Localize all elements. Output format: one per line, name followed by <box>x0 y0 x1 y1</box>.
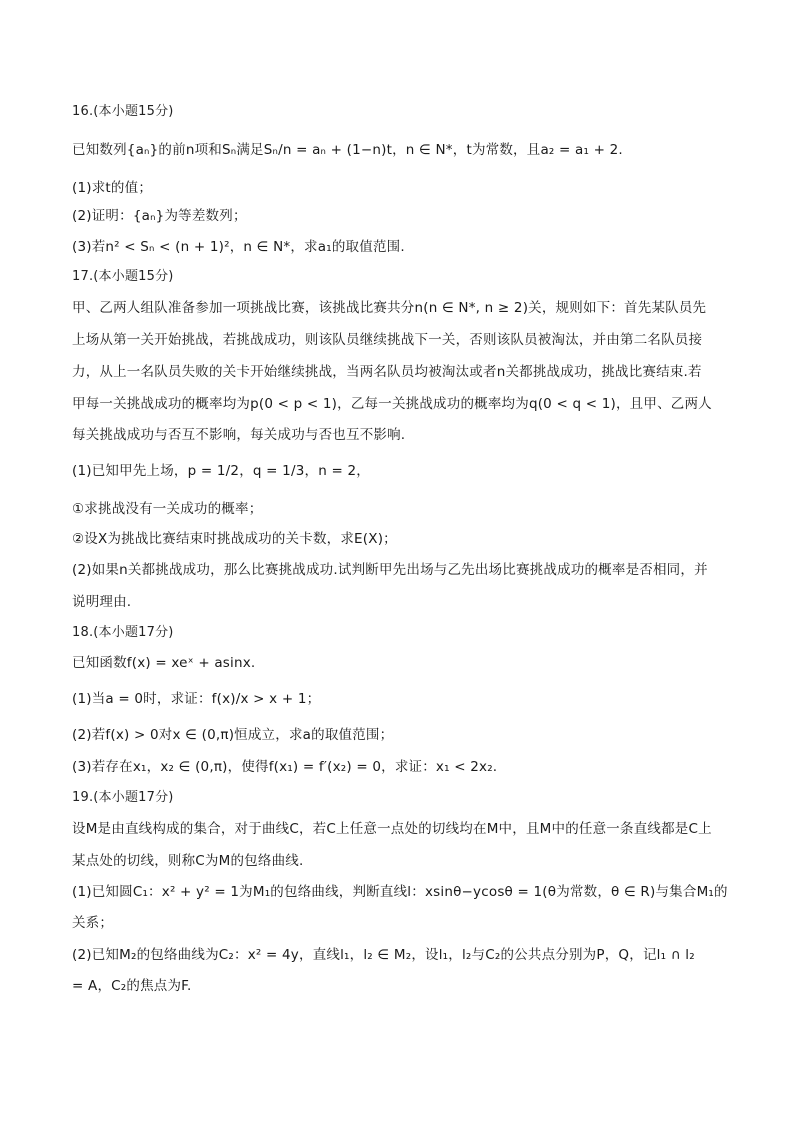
question-18-heading: 18.(本小题17分) <box>72 625 174 640</box>
question-17-stem-line-1: 甲、乙两人组队准备参加一项挑战比赛，该挑战比赛共分n(n ∈ N*, n ≥ 2)关，规则如下：首先某队员先 <box>72 300 707 316</box>
question-19-stem-line-1: 设M是由直线构成的集合，对于曲线C，若C上任意一点处的切线均在M中，且M中的任意一条直线都是C上 <box>72 821 712 837</box>
question-19-part-1-line-2: 关系； <box>72 915 114 931</box>
question-17-heading: 17.(本小题15分) <box>72 269 174 284</box>
question-17-stem-line-5: 每关挑战成功与否互不影响，每关成功与否也互不影响. <box>72 427 406 443</box>
question-19-part-1-line-1: (1)已知圆C₁：x² + y² = 1为M₁的包络曲线，判断直线l：xsinθ−ycosθ = 1(θ为常数，θ ∈ R)与集合M₁的 <box>72 884 728 900</box>
question-17-part-2-line-1: (2)如果n关都挑战成功，那么比赛挑战成功.试判断甲先出场与乙先出场比赛挑战成功的概率是否相同，并 <box>72 562 708 578</box>
question-19-part-2-line-1: (2)已知M₂的包络曲线为C₂：x² = 4y，直线l₁，l₂ ∈ M₂，设l₁，l₂与C₂的公共点分别为P，Q，记l₁ ∩ l₂ <box>72 947 695 963</box>
question-17-stem-line-3: 力，从上一名队员失败的关卡开始继续挑战，当两名队员均被淘汰或者n关都挑战成功，挑战比赛结束.若 <box>72 364 702 380</box>
question-19-heading: 19.(本小题17分) <box>72 790 174 805</box>
question-17-stem-line-2: 上场从第一关开始挑战，若挑战成功，则该队员继续挑战下一关，否则该队员被淘汰，并由第二名队员接 <box>72 332 703 348</box>
question-16-stem: 已知数列{aₙ}的前n项和Sₙ满足Sₙ/n = aₙ + (1−n)t，n ∈ N*，t为常数，且a₂ = a₁ + 2. <box>72 142 623 158</box>
question-18-stem: 已知函数f(x) = xeˣ + asinx. <box>72 655 256 671</box>
question-16-part-1: (1)求t的值； <box>72 180 153 196</box>
question-18-part-3: (3)若存在x₁，x₂ ∈ (0,π)，使得f(x₁) = f′(x₂) = 0，求证：x₁ < 2x₂. <box>72 759 498 775</box>
question-16-part-2: (2)证明：{aₙ}为等差数列； <box>72 208 247 224</box>
question-17-stem-line-4: 甲每一关挑战成功的概率均为p(0 < p < 1)，乙每一关挑战成功的概率均为q(0 < q < 1)，且甲、乙两人 <box>72 396 712 412</box>
question-17-part-1-sub-1: ①求挑战没有一关成功的概率； <box>72 501 263 517</box>
question-16-heading: 16.(本小题15分) <box>72 104 174 119</box>
question-18-part-1: (1)当a = 0时，求证：f(x)/x > x + 1； <box>72 691 321 707</box>
question-17-part-1: (1)已知甲先上场，p = 1/2，q = 1/3，n = 2， <box>72 463 370 479</box>
question-17-part-2-line-2: 说明理由. <box>72 594 132 610</box>
question-17-part-1-sub-2: ②设X为挑战比赛结束时挑战成功的关卡数，求E(X)； <box>72 531 397 547</box>
question-19-stem-line-2: 某点处的切线，则称C为M的包络曲线. <box>72 853 304 869</box>
question-19-part-2-line-2: = A，C₂的焦点为F. <box>72 978 192 994</box>
question-16-part-3: (3)若n² < Sₙ < (n + 1)²，n ∈ N*，求a₁的取值范围. <box>72 239 405 255</box>
question-18-part-2: (2)若f(x) > 0对x ∈ (0,π)恒成立，求a的取值范围； <box>72 727 394 743</box>
